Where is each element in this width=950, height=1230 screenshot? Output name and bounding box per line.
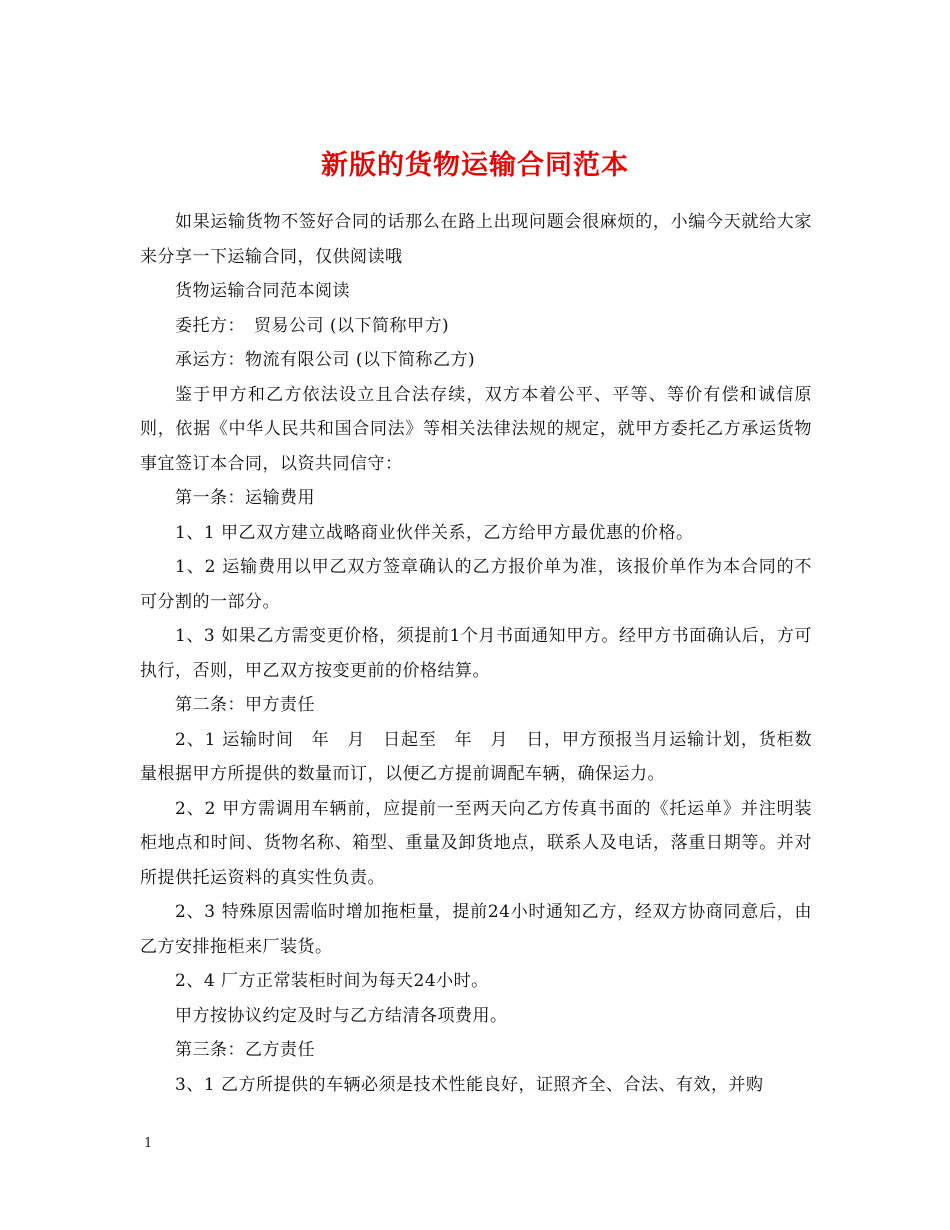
clause-2-2: 2、2 甲方需调用车辆前，应提前一至两天向乙方传真书面的《托运单》并注明装柜地点和时间、货物名称、箱型、重量及卸货地点，联系人及电话，落重日期等。并对所提供托运资料的真实性负责。	[140, 798, 812, 888]
article-3-heading: 第三条：乙方责任	[175, 1040, 315, 1060]
article-1-heading: 第一条：运输费用	[175, 488, 315, 508]
contract-heading: 货物运输合同范本阅读	[175, 281, 350, 301]
clause-3-1: 3、1 乙方所提供的车辆必须是技术性能良好，证照齐全、合法、有效，并购	[175, 1074, 764, 1095]
clause-2-3: 2、3 特殊原因需临时增加拖柜量，提前24小时通知乙方，经双方协商同意后，由乙方安排拖柜来厂装货。	[140, 902, 812, 957]
settlement-paragraph: 甲方按协议约定及时与乙方结清各项费用。	[175, 1005, 508, 1026]
preamble-paragraph: 鉴于甲方和乙方依法设立且合法存续，双方本着公平、平等、等价有偿和诚信原则，依据《中华人民共和国合同法》等相关法律法规的规定，就甲方委托乙方承运货物事宜签订本合同，以资共同信守：	[140, 384, 812, 474]
client-party: 委托方： 贸易公司 (以下简称甲方)	[175, 315, 450, 336]
clause-2-1: 2、1 运输时间 年 月 日起至 年 月 日，甲方预报当月运输计划，货柜数量根据甲方所提供的数量而订，以便乙方提前调配车辆，确保运力。	[140, 729, 812, 784]
clause-1-2: 1、2 运输费用以甲乙双方签章确认的乙方报价单为准，该报价单作为本合同的不可分割的一部分。	[140, 557, 812, 612]
clause-1-3: 1、3 如果乙方需变更价格，须提前1个月书面通知甲方。经甲方书面确认后，方可执行，否则，甲乙双方按变更前的价格结算。	[140, 626, 812, 681]
document-title: 新版的货物运输合同范本	[321, 150, 629, 182]
intro-paragraph: 如果运输货物不签好合同的话那么在路上出现问题会很麻烦的，小编今天就给大家来分享一下运输合同，仅供阅读哦	[140, 212, 812, 267]
page-number: 1	[144, 1136, 153, 1151]
clause-1-1: 1、1 甲乙双方建立战略商业伙伴关系，乙方给甲方最优惠的价格。	[175, 522, 694, 543]
article-2-heading: 第二条：甲方责任	[175, 695, 315, 715]
clause-2-4: 2、4 厂方正常装柜时间为每天24小时。	[175, 971, 489, 991]
carrier-party: 承运方：物流有限公司 (以下简称乙方)	[175, 350, 476, 370]
document-body	[140, 205, 812, 1102]
